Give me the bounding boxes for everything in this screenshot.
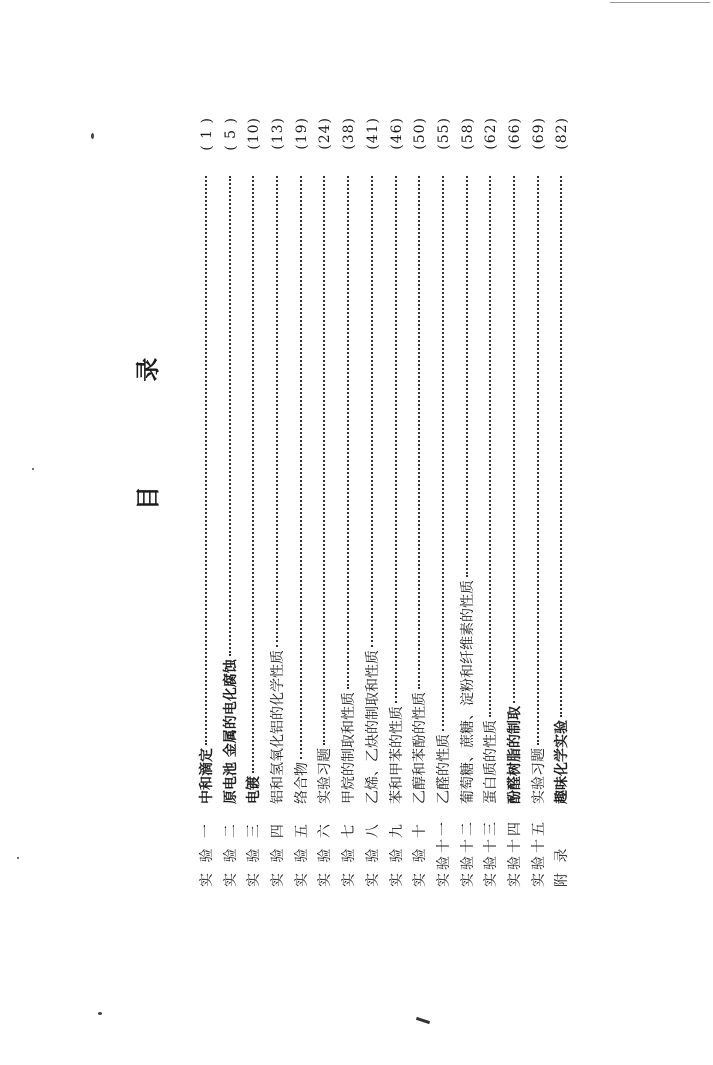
entry-page-number: (66) bbox=[506, 117, 523, 150]
toc-entry[interactable] bbox=[528, 117, 552, 887]
table-of-contents bbox=[196, 117, 575, 887]
entry-title: 乙醇和苯酚的性质 bbox=[412, 692, 429, 804]
entry-title: 蛋白质的性质 bbox=[483, 720, 500, 804]
toc-entry[interactable] bbox=[504, 117, 528, 887]
entry-title: 苯和甲苯的性质 bbox=[388, 706, 405, 804]
entry-page-number: (41) bbox=[364, 117, 381, 150]
entry-page-number: (10) bbox=[246, 117, 263, 150]
entry-label: 实 验 八 bbox=[364, 821, 381, 887]
dot-leader bbox=[229, 176, 231, 656]
toc-entry[interactable] bbox=[243, 117, 267, 887]
entry-page-number: (82) bbox=[554, 117, 571, 150]
dot-leader bbox=[395, 176, 397, 703]
toc-entry[interactable] bbox=[457, 117, 481, 887]
toc-entry[interactable] bbox=[196, 117, 220, 887]
entry-page-number: (55) bbox=[435, 117, 452, 150]
entry-title: 乙醛的性质 bbox=[435, 734, 452, 804]
dot-leader bbox=[489, 176, 491, 717]
scan-edge-line bbox=[610, 2, 710, 3]
dot-leader bbox=[513, 176, 515, 703]
toc-entry[interactable] bbox=[291, 117, 315, 887]
entry-page-number: (24) bbox=[317, 117, 334, 150]
entry-page-number: (69) bbox=[530, 117, 547, 150]
entry-label: 实验十四 bbox=[506, 819, 523, 887]
entry-label: 实 验 五 bbox=[293, 821, 310, 887]
entry-label: 实验十一 bbox=[435, 819, 452, 887]
toc-entry[interactable] bbox=[338, 117, 362, 887]
entry-title: 实验习题 bbox=[530, 748, 547, 804]
dot-leader bbox=[442, 176, 444, 731]
toc-entry[interactable] bbox=[267, 117, 291, 887]
entry-page-number: (38) bbox=[341, 117, 358, 150]
entry-label: 附 录 bbox=[554, 845, 571, 887]
entry-label: 实 验 三 bbox=[246, 821, 263, 887]
dot-leader bbox=[347, 176, 349, 689]
entry-title: 中和滴定 bbox=[199, 748, 215, 804]
entry-title: 甲烷的制取和性质 bbox=[341, 692, 358, 804]
entry-label: 实验十二 bbox=[459, 819, 476, 887]
entry-label: 实 验 十 bbox=[412, 821, 429, 887]
dot-leader bbox=[466, 176, 468, 577]
toc-entry[interactable] bbox=[433, 117, 457, 887]
entry-label: 实验十五 bbox=[530, 819, 547, 887]
dot-leader bbox=[537, 176, 539, 745]
dot-leader bbox=[300, 176, 302, 759]
entry-page-number: (13) bbox=[270, 117, 287, 150]
entry-title: 络合物 bbox=[293, 762, 310, 804]
entry-label: 实 验 二 bbox=[222, 821, 239, 887]
dot-leader bbox=[418, 176, 420, 689]
scan-speck bbox=[32, 468, 34, 470]
entry-title: 实验习题 bbox=[317, 748, 334, 804]
entry-title: 电镀 bbox=[246, 776, 263, 804]
entry-page-number: (50) bbox=[412, 117, 429, 150]
entry-page-number: (46) bbox=[388, 117, 405, 150]
entry-label: 实 验 六 bbox=[317, 821, 334, 887]
toc-entry[interactable] bbox=[314, 117, 338, 887]
entry-label: 实 验 四 bbox=[270, 821, 287, 887]
toc-entry[interactable] bbox=[480, 117, 504, 887]
entry-title: 铝和氢氧化铝的化学性质 bbox=[270, 650, 287, 804]
dot-leader bbox=[371, 176, 373, 647]
entry-page-number: ( 5 ) bbox=[222, 117, 239, 151]
entry-label: 实 验 七 bbox=[341, 821, 358, 887]
toc-entry[interactable] bbox=[220, 117, 244, 887]
entry-title: 乙烯、乙炔的制取和性质 bbox=[364, 650, 381, 804]
scan-speck bbox=[91, 133, 94, 139]
scan-speck bbox=[98, 1012, 102, 1015]
toc-entry[interactable] bbox=[409, 117, 433, 887]
entry-title: 葡萄糖、蔗糖、淀粉和纤维素的性质 bbox=[459, 580, 476, 804]
dot-leader bbox=[560, 176, 562, 717]
entry-page-number: (62) bbox=[483, 117, 500, 150]
entry-title: 酚醛树脂的制取 bbox=[506, 706, 523, 804]
entry-title: 趣味化学实验 bbox=[554, 720, 571, 804]
dot-leader bbox=[323, 176, 325, 745]
entry-page-number: (19) bbox=[293, 117, 310, 150]
page-title: 目 录 bbox=[133, 309, 162, 510]
dot-leader bbox=[276, 176, 278, 647]
toc-entry[interactable] bbox=[551, 117, 575, 887]
dot-leader bbox=[252, 176, 254, 773]
entry-label: 实 验 一 bbox=[199, 821, 215, 887]
entry-title: 原电池 金属的电化腐蚀 bbox=[222, 659, 239, 804]
entry-page-number: (58) bbox=[459, 117, 476, 150]
entry-page-number: ( 1 ) bbox=[199, 117, 215, 151]
entry-label: 实验十三 bbox=[483, 819, 500, 887]
toc-entry[interactable] bbox=[362, 117, 386, 887]
scan-speck bbox=[17, 857, 19, 859]
entry-label: 实 验 九 bbox=[388, 821, 405, 887]
toc-entry[interactable] bbox=[386, 117, 410, 887]
dot-leader bbox=[205, 176, 207, 745]
